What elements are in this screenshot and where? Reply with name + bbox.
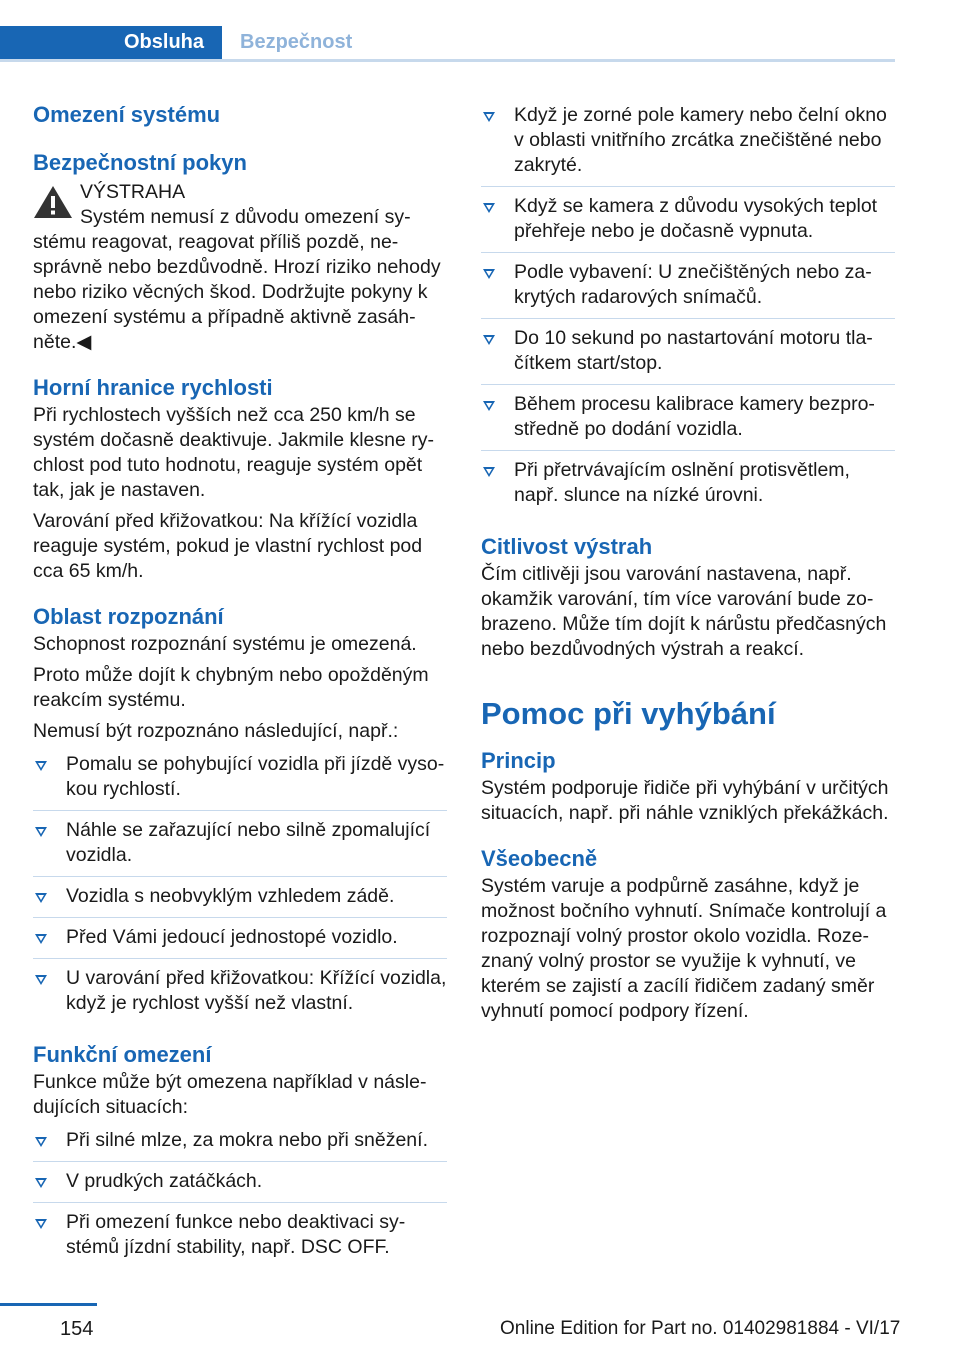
detect-list [33, 752, 447, 1024]
bullet-triangle-icon [483, 401, 495, 411]
list-item: Vozidla s neobvyklým vzhledem zádě. [33, 884, 447, 918]
tab-bezpecnost[interactable]: Bezpečnost [240, 31, 353, 53]
paragraph-detect-1: Schopnost rozpoznání systému je omezená. [33, 633, 417, 655]
bullet-triangle-icon [35, 1178, 47, 1188]
paragraph-func: Funkce může být omezena například v následujících situacích: [33, 1071, 427, 1118]
bullet-triangle-icon [35, 827, 47, 837]
heading-princip: Princip [481, 748, 556, 773]
warning-triangle-icon [33, 184, 73, 220]
list-item: Pomalu se pohybující vozidla při jízdě vysokou rychlostí. [33, 752, 447, 811]
heading-omezeni-systemu: Omezení systému [33, 102, 221, 127]
func-list [33, 1128, 447, 1268]
list-item: Při přetrvávajícím oslnění protisvětlem, např. slunce na nízké úrovni. [481, 458, 895, 516]
left-column [33, 100, 447, 1268]
list-item: Podle vybavení: U znečištěných nebo zakrytých radarových snímačů. [481, 260, 895, 319]
list-item: Náhle se zařazující nebo silně zpomalující vozidla. [33, 818, 447, 877]
heading-pomoc-pri-vyhybani: Pomoc při vyhýbání [481, 696, 776, 731]
paragraph-principle: Systém podporuje řidiče při vyhýbání v určitých situacích, např. při náhle vzniklých překážkách. [481, 777, 889, 824]
paragraph-general: Systém varuje a podpůrně zasáhne, když je možnost bočního vyhnutí. Snímače kontrolují a rozpoznají volný prostor okolo vozidla. Rozeznaný volný prostor se využije k vyhnutí, ve kterém se zajistí a zacílí řidičem zadaný směr vyhnutí pomocí podpory řízení. [481, 875, 887, 1022]
bullet-triangle-icon [483, 203, 495, 213]
warning-title: VÝSTRAHA [80, 181, 186, 203]
bullet-triangle-icon [35, 975, 47, 985]
right-column [481, 103, 895, 1024]
paragraph-upper-2: Varování před křižovatkou: Na křížící vozidla reaguje systém, pokud je vlastní rychlost pod cca 65 km/h. [33, 510, 423, 582]
bullet-triangle-icon [35, 1219, 47, 1229]
list-item: Před Vámi jedoucí jednostopé vozidlo. [33, 925, 447, 959]
paragraph-upper-1: Při rychlostech vyšších než cca 250 km/h se systém dočasně deaktivuje. Jakmile klesne rychlost pod tuto hodnotu, reaguje systém opět tak, jak je nastaven. [33, 404, 435, 501]
paragraph-sensitivity: Čím citlivěji jsou varování nastavena, např. okamžik varování, tím více varování bude zobrazeno. Může tím dojít k nárůstu předčasných nebo bezdůvodných výstrah a reakcí. [481, 563, 887, 660]
header-divider [0, 59, 895, 62]
bullet-triangle-icon [35, 761, 47, 771]
heading-horni-hranice: Horní hranice rychlosti [33, 375, 273, 400]
bullet-triangle-icon [35, 893, 47, 903]
list-item: Do 10 sekund po nastartování motoru tlačítkem start/stop. [481, 326, 895, 385]
continued-list [481, 103, 895, 516]
bullet-triangle-icon [35, 1137, 47, 1147]
bullet-triangle-icon [483, 335, 495, 345]
header-tabs [0, 26, 895, 62]
bullet-triangle-icon [483, 112, 495, 122]
bullet-triangle-icon [483, 269, 495, 279]
tab-obsluha[interactable]: Obsluha [0, 26, 222, 59]
bullet-triangle-icon [483, 467, 495, 477]
page-number: 154 [60, 1318, 94, 1340]
warning-box [33, 180, 447, 355]
list-item: Když se kamera z důvodu vysokých teplot přehřeje nebo je dočasně vypnuta. [481, 194, 895, 253]
list-item: Během procesu kalibrace kamery bezprostředně po dodání vozidla. [481, 392, 895, 451]
footer-rule [0, 1303, 97, 1306]
paragraph-detect-3: Nemusí být rozpoznáno následující, např.: [33, 720, 399, 742]
list-item: U varování před křižovatkou: Křížící vozidla, když je rychlost vyšší než vlastní. [33, 966, 447, 1024]
heading-vseobecne: Všeobecně [481, 846, 598, 871]
warning-text: Systém nemusí z důvodu omezení systému reagovat, reagovat příliš pozdě, nesprávně nebo bezdůvodně. Hrozí riziko nehody nebo riziko věcných škod. Dodržujte pokyny k omezení systému a případně aktivně zasáhněte.◀ [33, 206, 441, 353]
heading-citlivost-vystrah: Citlivost výstrah [481, 534, 653, 559]
list-item: V prudkých zatáčkách. [33, 1169, 447, 1203]
footer-edition: Online Edition for Part no. 01402981884 - VI/17 [500, 1318, 901, 1339]
paragraph-detect-2: Proto může dojít k chybným nebo opožděným reakcím systému. [33, 664, 429, 711]
heading-oblast-rozpoznani: Oblast rozpoznání [33, 604, 224, 629]
list-item: Při omezení funkce nebo deaktivaci systémů jízdní stability, např. DSC OFF. [33, 1210, 447, 1268]
list-item: Při silné mlze, za mokra nebo při sněžení. [33, 1128, 447, 1162]
heading-funkcni-omezeni: Funkční omezení [33, 1042, 212, 1067]
bullet-triangle-icon [35, 934, 47, 944]
list-item: Když je zorné pole kamery nebo čelní okno v oblasti vnitřního zrcátka znečištěné nebo zakryté. [481, 103, 895, 187]
heading-bezpecnostni-pokyn: Bezpečnostní pokyn [33, 150, 247, 175]
